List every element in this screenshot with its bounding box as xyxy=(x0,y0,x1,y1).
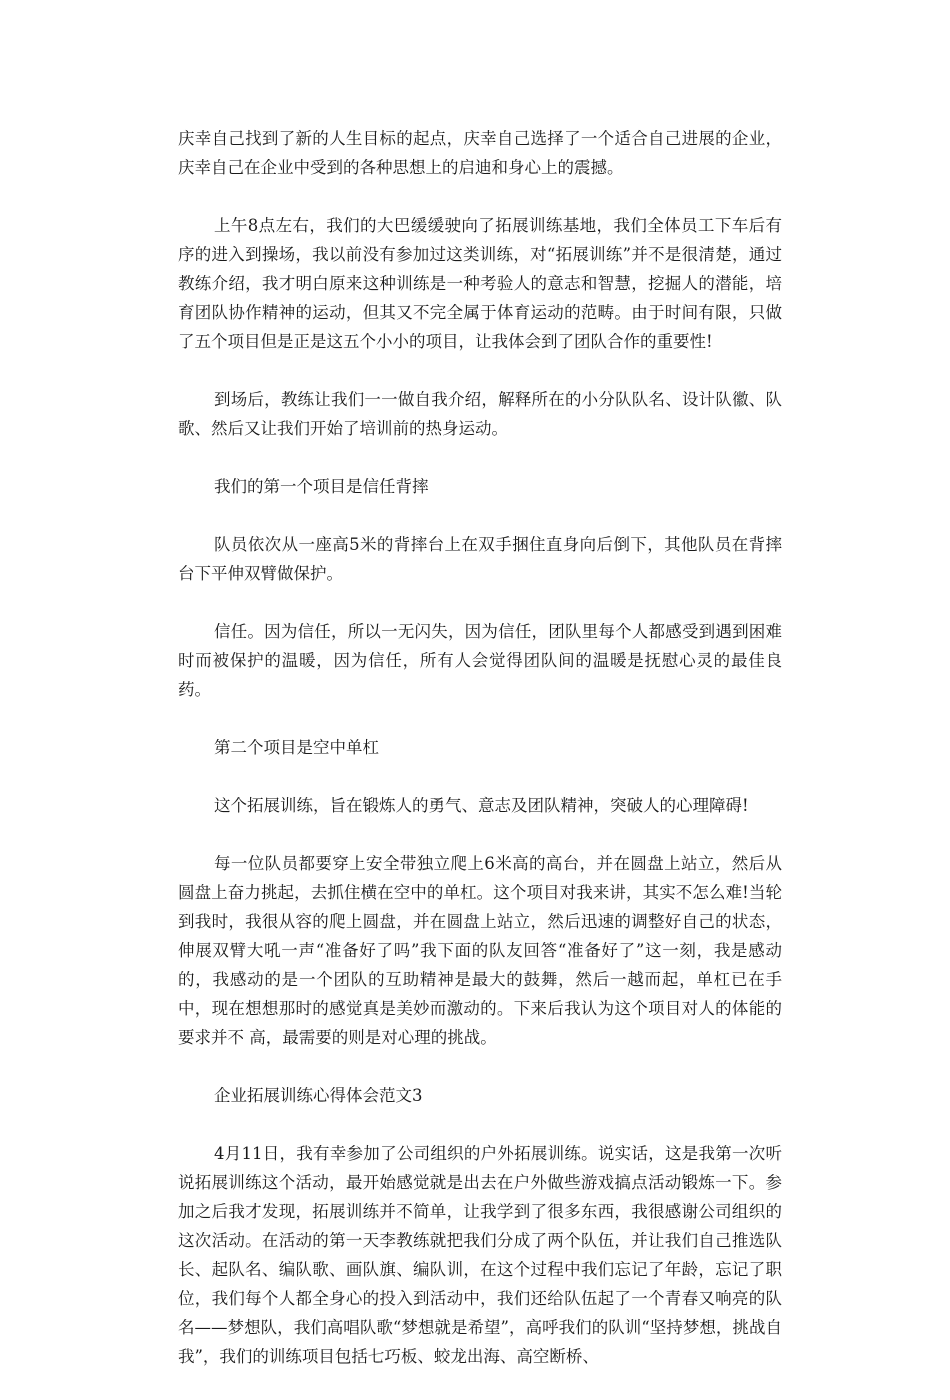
paragraph-6: 信任。因为信任，所以一无闪失，因为信任，团队里每个人都感受到遇到困难时而被保护的温暖，因为信任，所有人会觉得团队间的温暖是抚慰心灵的最佳良药。 xyxy=(178,622,782,699)
paragraph-1: 庆幸自己找到了新的人生目标的起点，庆幸自己选择了一个适合自己进展的企业，庆幸自己在企业中受到的各种思想上的启迪和身心上的震撼。 xyxy=(178,129,782,177)
paragraph-9: 每一位队员都要穿上安全带独立爬上6米高的高台，并在圆盘上站立，然后从圆盘上奋力挑起，去抓住横在空中的单杠。这个项目对我来讲，其实不怎么难!当轮到我时，我很从容的爬上圆盘，并在圆盘上站立，然后迅速的调整好自己的状态，伸展双臂大吼一声“准备好了吗”我下面的队友回答“准备好了”这一刻，我是感动的，我感动的是一个团队的互助精神是最大的鼓舞，然后一越而起，单杠已在手中，现在想想那时的感觉真是美妙而激动的。下来后我认为这个项目对人的体能的要求并不 高，最需要的则是对心理的挑战。 xyxy=(178,854,782,1047)
paragraph-11: 4月11日，我有幸参加了公司组织的户外拓展训练。说实话，这是我第一次听说拓展训练这个活动，最开始感觉就是出去在户外做些游戏搞点活动锻炼一下。参加之后我才发现，拓展训练并不简单，让我学到了很多东西，我很感谢公司组织的这次活动。在活动的第一天李教练就把我们分成了两个队伍，并让我们自己推选队长、起队名、编队歌、画队旗、编队训，在这个过程中我们忘记了年龄，忘记了职位，我们每个人都全身心的投入到活动中，我们还给队伍起了一个青春又响亮的队名——梦想队，我们高唱队歌“梦想就是希望”，高呼我们的队训“坚持梦想，挑战自我”，我们的训练项目包括七巧板、蛟龙出海、高空断桥、 xyxy=(178,1144,782,1366)
essay-title-3: 企业拓展训练心得体会范文3 xyxy=(214,1086,423,1105)
paragraph-2: 上午8点左右，我们的大巴缓缓驶向了拓展训练基地，我们全体员工下车后有序的进入到操场，我以前没有参加过这类训练，对“拓展训练”并不是很清楚，通过教练介绍，我才明白原来这种训练是一种考验人的意志和智慧，挖掘人的潜能，培育团队协作精神的运动，但其又不完全属于体育运动的范畴。由于时间有限，只做了五个项目但是正是这五个小小的项目，让我体会到了团队合作的重要性! xyxy=(178,216,782,351)
section-heading-high-bar: 第二个项目是空中单杠 xyxy=(214,738,379,757)
section-heading-trust-fall: 我们的第一个项目是信任背摔 xyxy=(214,477,429,496)
paragraph-5: 队员依次从一座高5米的背摔台上在双手捆住直身向后倒下，其他队员在背摔台下平伸双臂做保护。 xyxy=(178,535,782,583)
document-body xyxy=(178,124,782,1400)
paragraph-3: 到场后，教练让我们一一做自我介绍，解释所在的小分队队名、设计队徽、队歌、然后又让我们开始了培训前的热身运动。 xyxy=(178,390,782,438)
paragraph-8: 这个拓展训练，旨在锻炼人的勇气、意志及团队精神，突破人的心理障碍! xyxy=(214,796,749,815)
